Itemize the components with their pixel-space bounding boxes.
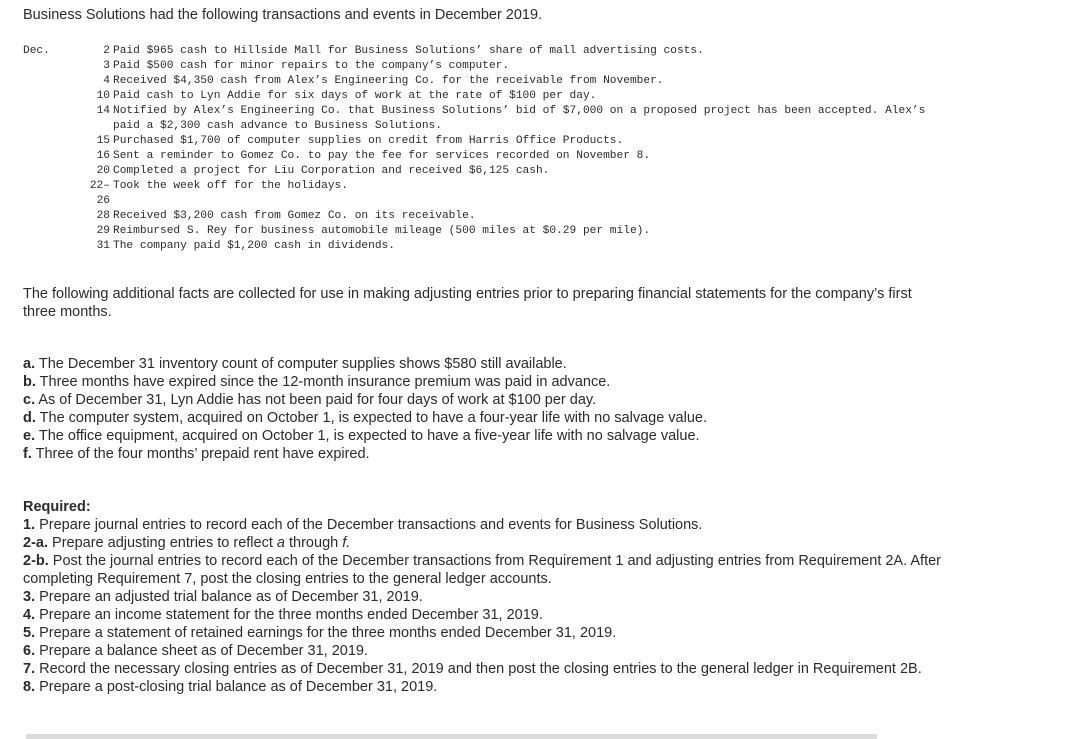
transaction-row	[23, 104, 925, 119]
fact-text: The computer system, acquired on October 1, is expected to have a four-year life with no salvage value.	[35, 410, 708, 426]
fact-label: c.	[23, 392, 36, 408]
fact-label: b.	[23, 374, 36, 390]
transaction-day: 28	[96, 210, 110, 222]
transaction-day: 14	[96, 105, 110, 117]
transaction-text: Paid $965 cash to Hillside Mall for Business Solutions’ share of mall advertising costs.	[113, 45, 704, 57]
month-label: Dec.	[23, 45, 50, 57]
requirement-label: 5.	[23, 625, 36, 641]
requirement-text-continued: through	[284, 535, 343, 551]
transactions-list	[23, 44, 925, 254]
requirement-item	[23, 606, 983, 624]
requirement-text: Prepare a balance sheet as of December 31, 2019.	[35, 643, 368, 659]
transaction-text: Received $4,350 cash from Alex’s Engineering Co. for the receivable from November.	[113, 75, 664, 87]
transaction-text: Paid cash to Lyn Addie for six days of work at the rate of $100 per day.	[113, 90, 597, 102]
transaction-text: Took the week off for the holidays.	[113, 180, 348, 192]
transaction-row	[23, 74, 925, 89]
transaction-text: Received $3,200 cash from Gomez Co. on its receivable.	[113, 210, 476, 222]
transaction-day: 20	[96, 165, 110, 177]
requirement-item	[23, 552, 983, 588]
requirement-text: Post the journal entries to record each of the December transactions from Requirement 1 and adjusting entries from Requirement 2A. After completing Requirement 7, post the closing entries to the general ledger accounts.	[23, 553, 941, 587]
transaction-row	[23, 89, 925, 104]
adjusting-facts-list	[23, 355, 707, 463]
requirement-text: Prepare a statement of retained earnings for the three months ended December 31, 2019.	[35, 625, 617, 641]
requirement-label: 8.	[23, 679, 36, 695]
horizontal-scrollbar[interactable]	[26, 734, 877, 739]
transaction-text: Paid $500 cash for minor repairs to the company’s computer.	[113, 60, 510, 72]
fact-text: Three of the four months’ prepaid rent have expired.	[31, 446, 370, 462]
transaction-day: 15	[96, 135, 110, 147]
requirement-label: 4.	[23, 607, 36, 623]
requirement-label: 2-a.	[23, 535, 48, 551]
requirement-text: Prepare an adjusted trial balance as of December 31, 2019.	[35, 589, 423, 605]
requirement-label: 3.	[23, 589, 36, 605]
fact-item	[23, 427, 707, 445]
transaction-row	[23, 164, 925, 179]
requirement-label: 2-b.	[23, 553, 49, 569]
required-section	[23, 498, 983, 696]
fact-item	[23, 373, 707, 391]
requirement-text: Prepare a post-closing trial balance as of December 31, 2019.	[35, 679, 438, 695]
requirement-item	[23, 534, 983, 552]
transaction-text: Purchased $1,700 of computer supplies on credit from Harris Office Products.	[113, 135, 624, 147]
transaction-day: 31	[96, 240, 110, 252]
transaction-day: 16	[96, 150, 110, 162]
fact-label: e.	[23, 428, 36, 444]
requirement-label: 7.	[23, 661, 36, 677]
requirement-emphasis: a	[276, 535, 285, 551]
fact-text: Three months have expired since the 12-month insurance premium was paid in advance.	[35, 374, 611, 390]
transaction-day: 29	[96, 225, 110, 237]
requirement-item	[23, 642, 983, 660]
fact-item	[23, 391, 707, 409]
transaction-day: 22–	[89, 180, 110, 192]
transaction-row	[23, 209, 925, 224]
fact-text: The office equipment, acquired on October 1, is expected to have a five-year life with no salvage value.	[35, 428, 700, 444]
transaction-row	[23, 239, 925, 254]
fact-item	[23, 445, 707, 463]
transaction-row	[23, 59, 925, 74]
transaction-row	[23, 149, 925, 164]
intro-text: Business Solutions had the following transactions and events in December 2019.	[23, 7, 543, 23]
requirement-text: Prepare journal entries to record each of the December transactions and events for Business Solutions.	[35, 517, 703, 533]
transaction-day: 10	[96, 90, 110, 102]
transaction-text: Reimbursed S. Rey for business automobile mileage (500 miles at $0.29 per mile).	[113, 225, 651, 237]
transaction-day: 4	[103, 75, 110, 87]
transaction-row	[23, 134, 925, 149]
fact-text: The December 31 inventory count of computer supplies shows $580 still available.	[35, 356, 567, 372]
requirement-emphasis: f.	[342, 535, 351, 551]
fact-label: f.	[23, 446, 32, 462]
requirement-item	[23, 678, 983, 696]
transaction-day: 2	[103, 45, 110, 57]
fact-text: As of December 31, Lyn Addie has not been paid for four days of work at $100 per day.	[35, 392, 597, 408]
fact-label: d.	[23, 410, 36, 426]
transaction-day: 26	[96, 195, 110, 207]
requirement-text: Record the necessary closing entries as of December 31, 2019 and then post the closing entries to the general ledger in Requirement 2B.	[35, 661, 922, 677]
requirement-item	[23, 588, 983, 606]
transaction-row	[23, 179, 925, 194]
transaction-text: Notified by Alex’s Engineering Co. that Business Solutions’ bid of $7,000 on a proposed project has been accepted. Alex’s	[113, 105, 926, 117]
requirement-item	[23, 624, 983, 642]
additional-facts-intro: The following additional facts are collected for use in making adjusting entries prior to preparing financial statements for the company’s first three months.	[23, 286, 912, 320]
fact-item	[23, 355, 707, 373]
transaction-row	[23, 119, 925, 134]
transaction-row	[23, 224, 925, 239]
requirement-item	[23, 660, 983, 678]
fact-label: a.	[23, 356, 36, 372]
required-heading: Required:	[23, 499, 91, 515]
transaction-row	[23, 44, 925, 59]
requirement-item	[23, 516, 983, 534]
requirement-label: 6.	[23, 643, 36, 659]
transaction-text: Completed a project for Liu Corporation and received $6,125 cash.	[113, 165, 550, 177]
requirement-text: Prepare adjusting entries to reflect	[48, 535, 277, 551]
transaction-text: The company paid $1,200 cash in dividends.	[113, 240, 395, 252]
transaction-text: Sent a reminder to Gomez Co. to pay the fee for services recorded on November 8.	[113, 150, 651, 162]
transaction-day: 3	[103, 60, 110, 72]
transaction-text: paid a $2,300 cash advance to Business Solutions.	[113, 120, 442, 132]
requirement-text: Prepare an income statement for the three months ended December 31, 2019.	[35, 607, 543, 623]
requirement-label: 1.	[23, 517, 36, 533]
transaction-row	[23, 194, 925, 209]
transaction-day	[63, 119, 113, 134]
fact-item	[23, 409, 707, 427]
